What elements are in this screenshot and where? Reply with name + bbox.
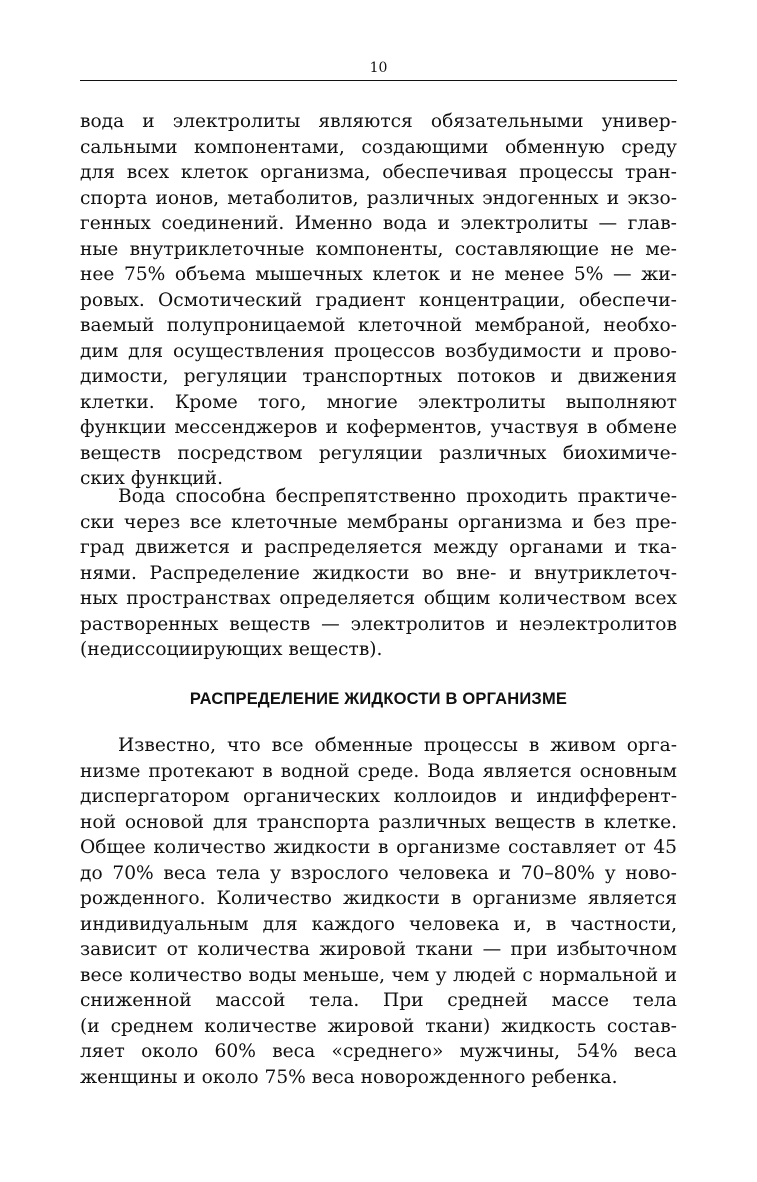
paragraph1-line: вода и электролиты являются обязательными универ- xyxy=(80,111,677,132)
header-rule xyxy=(80,80,677,81)
paragraph1-line: димости, регуляции транспортных потоков и движения xyxy=(80,366,677,387)
paragraph1-line: ровых. Осмотический градиент концентрации, обеспечи- xyxy=(80,289,677,311)
paragraph-3 xyxy=(80,733,677,1090)
paragraph2-line: Вода способна беспрепятственно проходить практиче- xyxy=(118,486,677,507)
paragraph1-line: ских функций. xyxy=(80,468,223,489)
paragraph3-line: ляет около 60% веса «среднего» мужчины, 54% веса xyxy=(80,1041,677,1062)
paragraph1-line: генных соединений. Именно вода и электролиты — глав- xyxy=(80,213,677,234)
paragraph1-line: сальными компонентами, создающими обменную среду xyxy=(80,136,677,158)
paragraph3-line: Известно, что все обменные процессы в живом орга- xyxy=(118,735,677,756)
paragraph3-line: ной основой для транспорта различных веществ в клетке. xyxy=(80,811,677,833)
paragraph1-line: дим для осуществления процессов возбудимости и прово- xyxy=(80,340,677,362)
paragraph1-line: ные внутриклеточные компоненты, составляющие не ме- xyxy=(80,238,677,260)
paragraph3-line: индивидуальным для каждого человека и, в частности, xyxy=(80,913,677,935)
paragraph2-line: нями. Распределение жидкости во вне- и внутриклеточ- xyxy=(80,562,677,584)
paragraph3-line: зависит от количества жировой ткани — при избыточном xyxy=(80,939,677,960)
paragraph2-line: растворенных веществ — электролитов и неэлектролитов xyxy=(80,613,677,635)
paragraph3-line: женщины и около 75% веса новорожденного ребенка. xyxy=(80,1066,618,1088)
paragraph2-line: ных пространствах определяется общим количеством всех xyxy=(80,588,677,609)
paragraph3-line: низме протекают в водной среде. Вода является основным xyxy=(80,760,677,782)
paragraph1-line: функции мессенджеров и коферментов, участвуя в обмене xyxy=(80,417,677,438)
paragraph3-line: Общее количество жидкости в организме составляет от 45 xyxy=(80,837,677,858)
paragraph3-line: до 70% веса тела у взрослого человека и 70–80% у ново- xyxy=(80,862,677,884)
page-number: 10 xyxy=(369,60,388,76)
section-heading: РАСПРЕДЕЛЕНИЕ ЖИДКОСТИ В ОРГАНИЗМЕ xyxy=(189,690,568,708)
paragraph1-line: веществ посредством регуляции различных биохимиче- xyxy=(80,442,677,464)
paragraph1-line: нее 75% объема мышечных клеток и не менее 5% — жи- xyxy=(80,264,677,285)
paragraph3-line: сниженной массой тела. При средней массе тела xyxy=(80,990,677,1011)
paragraph-2 xyxy=(80,484,677,663)
paragraph1-line: ваемый полупроницаемой клеточной мембраной, необхо- xyxy=(80,315,677,336)
paragraph3-line: (и среднем количестве жировой ткани) жидкость состав- xyxy=(80,1015,677,1037)
paragraph3-line: рожденного. Количество жидкости в организме является xyxy=(80,888,677,909)
paragraph2-line: град движется и распределяется между органами и тка- xyxy=(80,537,677,558)
paragraph2-line: (недиссоциирующих веществ). xyxy=(80,639,383,660)
paragraph2-line: ски через все клеточные мембраны организма и без пре- xyxy=(80,511,677,533)
paragraph1-line: спорта ионов, метаболитов, различных эндогенных и экзо- xyxy=(80,187,677,209)
paragraph-1 xyxy=(80,109,677,492)
paragraph1-line: для всех клеток организма, обеспечивая процессы тран- xyxy=(80,162,677,183)
paragraph3-line: диспергатором органических коллоидов и индифферент- xyxy=(80,786,677,807)
paragraph3-line: весе количество воды меньше, чем у людей с нормальной и xyxy=(80,964,677,986)
paragraph1-line: клетки. Кроме того, многие электролиты выполняют xyxy=(80,391,677,413)
